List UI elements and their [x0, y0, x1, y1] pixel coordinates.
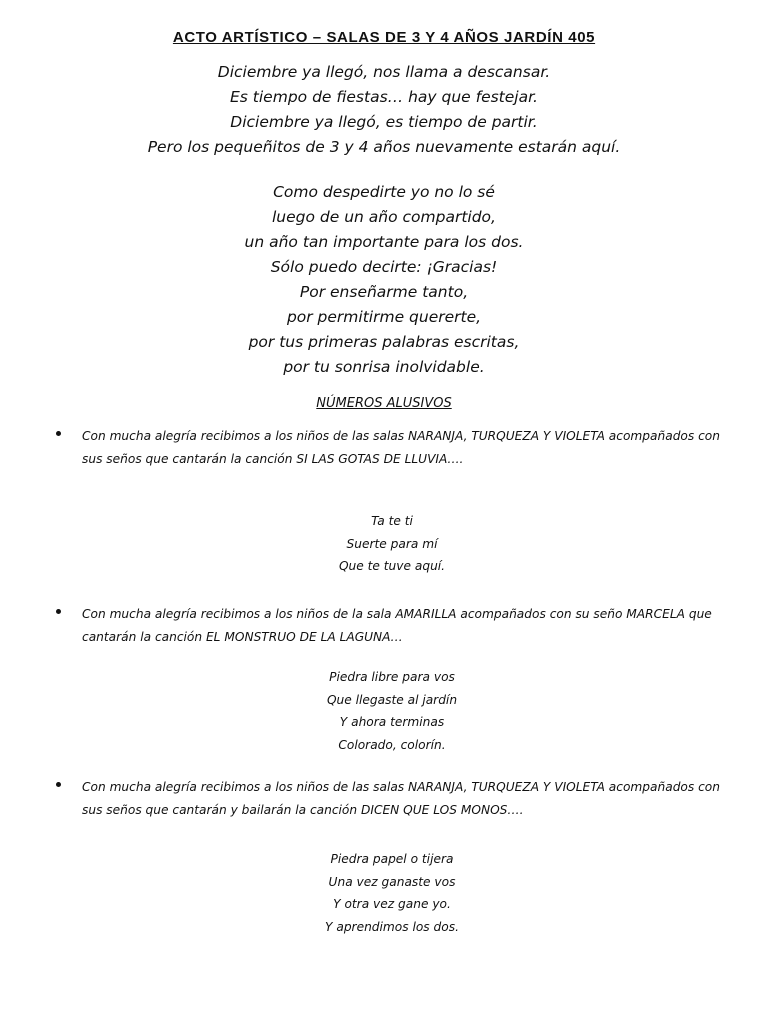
poem-stanza-2	[0, 180, 768, 380]
poem-line: Como despedirte yo no lo sé	[273, 183, 495, 201]
section-title: NÚMEROS ALUSIVOS	[316, 396, 452, 411]
verse-line: Piedra papel o tijera	[330, 852, 454, 866]
poem-line: Es tiempo de fiestas… hay que festejar.	[230, 88, 538, 106]
bullet-icon	[56, 431, 61, 436]
poem-stanza-1	[0, 60, 768, 160]
verse-block	[0, 848, 768, 938]
verse-line: Ta te ti	[371, 514, 413, 528]
document-title: ACTO ARTÍSTICO – SALAS DE 3 Y 4 AÑOS JARDÍN 405	[172, 29, 596, 46]
verse-line: Que llegaste al jardín	[326, 692, 458, 707]
verse-line: Una vez ganaste vos	[328, 874, 456, 889]
poem-line: por tu sonrisa inolvidable.	[283, 358, 485, 376]
verse-block	[0, 510, 768, 578]
list-item-text: Con mucha alegría recibimos a los niños de las salas NARANJA, TURQUEZA Y VIOLETA acompañados con sus seños que cantarán y bailarán la canción DICEN QUE LOS MONOS….	[82, 780, 720, 817]
poem-line: luego de un año compartido,	[272, 208, 496, 226]
verse-line: Y ahora terminas	[339, 715, 445, 729]
poem-line: Diciembre ya llegó, nos llama a descansar.	[217, 63, 551, 81]
verse-line: Suerte para mí	[346, 536, 438, 551]
verse-block	[0, 666, 768, 756]
verse-line: Y otra vez gane yo.	[333, 897, 451, 911]
verse-line: Colorado, colorín.	[338, 737, 446, 752]
poem-line: Sólo puedo decirte: ¡Gracias!	[270, 258, 498, 276]
poem-line: Pero los pequeñitos de 3 y 4 años nuevamente estarán aquí.	[147, 138, 621, 156]
list-item-text: Con mucha alegría recibimos a los niños de la sala AMARILLA acompañados con su seño MARCELA que cantarán la canción EL MONSTRUO DE LA LAGUNA…	[82, 607, 712, 644]
poem-line: Diciembre ya llegó, es tiempo de partir.	[230, 113, 538, 131]
verse-line: Que te tuve aquí.	[338, 559, 446, 573]
poem-line: por permitirme quererte,	[286, 308, 482, 326]
list-item-text: Con mucha alegría recibimos a los niños de las salas NARANJA, TURQUEZA Y VIOLETA acompañados con sus seños que cantarán la canción SI LAS GOTAS DE LLUVIA….	[82, 429, 720, 466]
bullet-icon	[56, 609, 61, 614]
poem-line: un año tan importante para los dos.	[244, 233, 524, 251]
verse-line: Y aprendimos los dos.	[325, 919, 459, 934]
bullet-icon	[56, 782, 61, 787]
verse-line: Piedra libre para vos	[329, 670, 455, 684]
poem-line: por tus primeras palabras escritas,	[248, 333, 520, 351]
poem-line: Por enseñarme tanto,	[299, 283, 469, 301]
